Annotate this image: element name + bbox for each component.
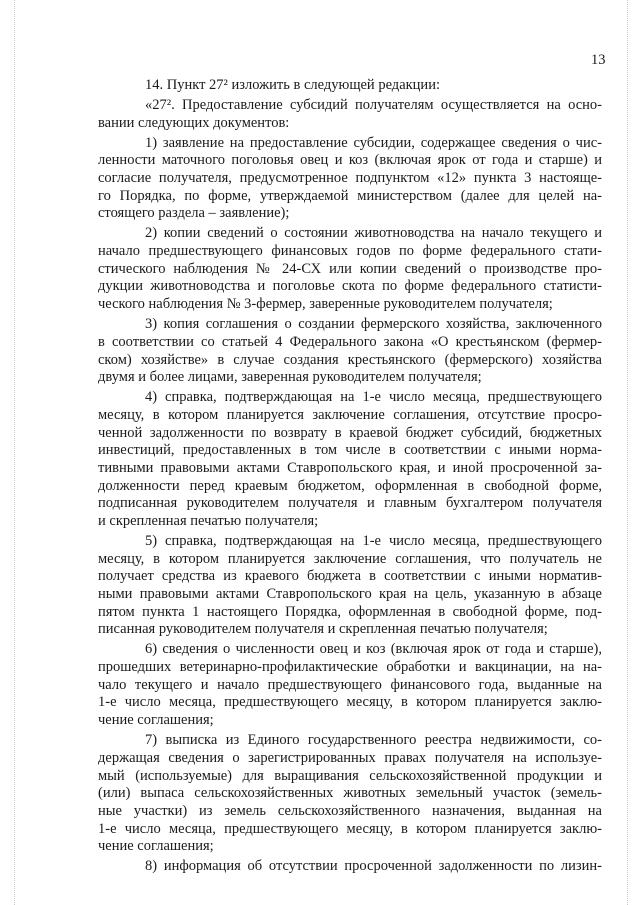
scan-edge-left	[14, 0, 16, 905]
text-line: ском) хозяйстве» в случае создания крестьянского (фермерского) хозяйства	[98, 351, 602, 368]
page-number: 13	[591, 52, 606, 68]
text-line: вании следующих документов:	[98, 114, 290, 131]
text-line: «27². Предоставление субсидий получателям осуществляется на осно-	[145, 96, 602, 113]
text-line: 1-е число месяца, предшествующего месяцу, в котором планируется заклю-	[98, 694, 602, 711]
text-line: месяцу, в котором планируется заключение соглашения, что получатель не	[98, 550, 602, 567]
paragraph	[98, 135, 602, 223]
text-line: тивными правовыми актами Ставропольского края, и иной просроченной за-	[98, 459, 602, 476]
paragraph	[98, 641, 602, 729]
text-line: го Порядка, по форме, утверждаемой министерством (далее для целей на-	[98, 187, 602, 204]
text-line: 1) заявление на предоставление субсидии, содержащее сведения о чис-	[145, 134, 602, 151]
text-line: подписанная руководителем получателя и главным бухгалтером получателя	[98, 495, 602, 512]
text-line: дукции животноводства и поголовье скота по форме федерального статисти-	[98, 278, 602, 295]
text-line: стического наблюдения № 24-СХ или копии сведений о производстве про-	[98, 260, 602, 277]
text-line: стоящего раздела – заявление);	[98, 205, 290, 222]
paragraph	[98, 316, 602, 387]
text-line: пятом пункта 1 настоящего Порядка, оформленная в свободной форме, под-	[98, 603, 602, 620]
text-line: получает средства из краевого бюджета в соответствии с иными норматив-	[98, 568, 602, 585]
text-line: 3) копия соглашения о создании фермерского хозяйства, заключенного	[145, 316, 602, 333]
text-line: (или) выпаса сельскохозяйственных животных земельный участок (земель-	[98, 785, 602, 802]
paragraph	[98, 533, 602, 639]
text-line: начало предшествующего финансовых годов по форме федерального стати-	[98, 243, 602, 260]
scan-edge-right	[627, 0, 629, 905]
text-line: инвестиций, предоставленных в том числе в соответствии с иными норма-	[98, 442, 602, 459]
text-line: чение соглашения;	[98, 838, 214, 855]
paragraph	[98, 77, 602, 95]
text-line: и скрепленная печатью получателя;	[98, 512, 319, 529]
text-line: ченной задолженности по возврату в краевой бюджет субсидий, бюджетных	[98, 424, 602, 441]
text-line: согласие получателя, предусмотренное подпунктом «12» пункта 3 настояще-	[98, 170, 602, 187]
paragraph	[98, 732, 602, 856]
text-line: ленности маточного поголовья овец и коз (включая ярок от года и старше) и	[98, 152, 602, 169]
paragraph	[98, 225, 602, 313]
text-line: мый (используемые) для выращивания сельскохозяйственной продукции и	[98, 767, 602, 784]
text-line: 5) справка, подтверждающая на 1-е число месяца, предшествующего	[145, 532, 602, 549]
paragraph	[98, 389, 602, 531]
text-line: 7) выписка из Единого государственного реестра недвижимости, со-	[145, 732, 602, 749]
paragraph	[98, 858, 602, 876]
text-line: долженности перед краевым бюджетом, оформленная в свободной форме,	[98, 477, 602, 494]
text-line: ные участки) из земель сельскохозяйственного назначения, выданная на	[98, 802, 602, 819]
text-line: 4) справка, подтверждающая на 1-е число месяца, предшествующего	[145, 389, 602, 406]
text-line: 6) сведения о численности овец и коз (включая ярок от года и старше),	[145, 641, 602, 658]
paragraph	[98, 97, 602, 132]
text-line: чало текущего и начало предшествующего финансового года, выданные на	[98, 676, 602, 693]
text-line: 2) копии сведений о состоянии животноводства на начало текущего и	[145, 225, 602, 242]
text-line: месяцу, в котором планируется заключение соглашения, отсутствие просро-	[98, 406, 602, 423]
text-line: чение соглашения;	[98, 712, 214, 729]
text-line: ными правовыми актами Ставропольского края на цель, указанную в абзаце	[98, 586, 602, 603]
text-line: 1-е число месяца, предшествующего месяцу, в котором планируется заклю-	[98, 820, 602, 837]
text-line: 14. Пункт 27² изложить в следующей редакции:	[145, 77, 440, 93]
text-line: держащая сведения о зарегистрированных правах получателя на используе-	[98, 749, 602, 766]
text-line: прошедших ветеринарно-профилактические обработки и вакцинации, на на-	[98, 659, 602, 676]
text-line: двумя и более лицами, заверенная руководителем получателя;	[98, 369, 482, 386]
text-line: ческого наблюдения № 3-фермер, заверенные руководителем получателя;	[98, 296, 553, 313]
text-line: 8) информация об отсутствии просроченной задолженности по лизин-	[145, 858, 602, 875]
document-body	[98, 77, 602, 876]
text-line: писанная руководителем получателя и скрепленная печатью получателя;	[98, 621, 548, 638]
text-line: в соответствии со статьей 4 Федерального закона «О крестьянском (фермер-	[98, 333, 602, 350]
